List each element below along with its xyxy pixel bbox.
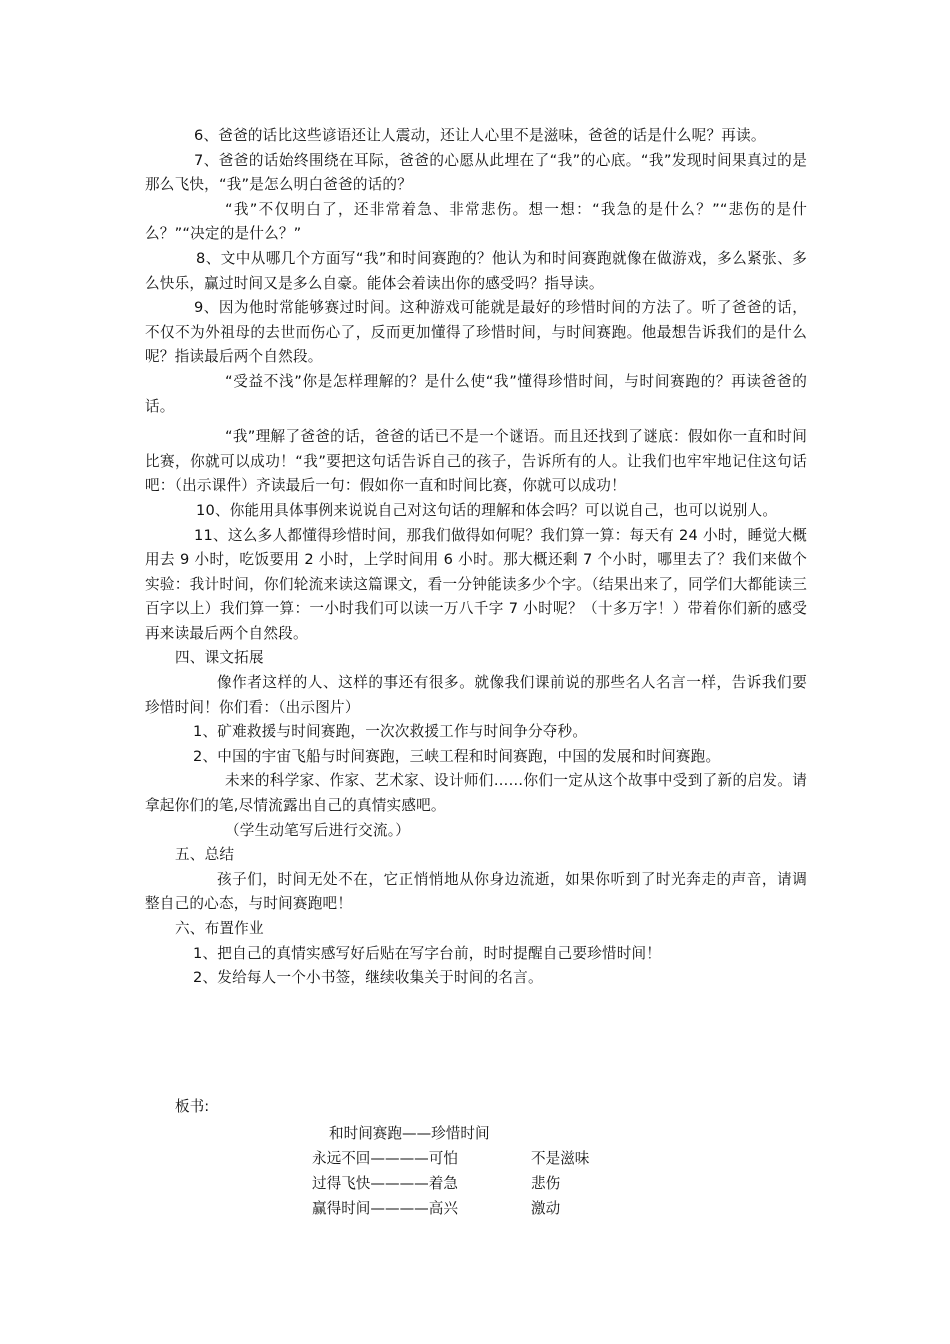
board-row-left: 过得飞快————着急 <box>312 1175 458 1192</box>
paragraph-10: 10、你能用具体事例来说说自己对这句话的理解和体会吗？可以说自己，也可以说别人。 <box>196 501 778 519</box>
lesson-text <box>145 124 807 991</box>
board-heading: 和时间赛跑——珍惜时间 <box>329 1125 490 1142</box>
homework-item-2: 2、发给每人一个小书签，继续收集关于时间的名言。 <box>193 969 543 987</box>
section-heading-extension: 四、课文拓展 <box>175 649 264 667</box>
paragraph-9: 9、因为他时常能够赛过时间。这种游戏可能就是最好的珍惜时间的方法了。听了爸爸的话，不仅不为外祖母的去世而伤心了，反而更加懂得了珍惜时间，与时间赛跑。他最想告诉我们的是什么呢？指读最后两个自然段。 <box>145 299 807 366</box>
board-row-left: 赢得时间————高兴 <box>312 1200 458 1217</box>
section-heading-summary: 五、总结 <box>175 846 235 864</box>
extension-item-1: 1、矿难救援与时间赛跑，一次次救援工作与时间争分夺秒。 <box>193 723 588 741</box>
extension-writing-prompt: 未来的科学家、作家、艺术家、设计师们……你们一定从这个故事中受到了新的启发。请拿起你们的笔,尽情流露出自己的真情实感吧。 <box>145 772 807 815</box>
paragraph-7: 7、爸爸的话始终围绕在耳际，爸爸的心愿从此埋在了“我”的心底。“我”发现时间果真过的是那么飞快，“我”是怎么明白爸爸的话的？ <box>145 151 807 194</box>
board-row <box>312 1147 632 1171</box>
homework-item-1: 1、把自己的真情实感写好后贴在写字台前，时时提醒自己要珍惜时间！ <box>193 944 662 962</box>
board-row-right: 激动 <box>531 1200 561 1217</box>
section-heading-homework: 六、布置作业 <box>175 920 264 937</box>
extension-writing-note: （学生动笔写后进行交流。） <box>225 821 411 839</box>
board-row <box>312 1197 632 1221</box>
extension-item-2: 2、中国的宇宙飞船与时间赛跑，三峡工程和时间赛跑，中国的发展和时间赛跑。 <box>193 747 721 765</box>
paragraph-7-followup: “我”不仅明白了，还非常着急、非常悲伤。想一想：“我急的是什么？”“悲伤的是什么？”“决定的是什么？” <box>145 200 807 243</box>
paragraph-11: 11、这么多人都懂得珍惜时间，那我们做得如何呢？我们算一算：每天有 24 小时，睡觉大概用去 9 小时，吃饭要用 2 小时，上学时间用 6 小时。那大概还剩 7 个小时，哪里去了？我们来做个实验：我计时间，你们轮流来读这篇课文，看一分钟能读多少个字。（结果出来了，同学们大都能读三百字以上）我们算一算：一小时我们可以读一万八千字 7 小时呢？（十多万字！）带着你们新的感受再来读最后两个自然段。 <box>145 526 807 642</box>
summary-text: 孩子们，时间无处不在，它正悄悄地从你身边流逝，如果你听到了时光奔走的声音，请调整自己的心态，与时间赛跑吧！ <box>145 870 807 913</box>
paragraph-8: 8、文中从哪几个方面写“我”和时间赛跑的？他认为和时间赛跑就像在做游戏，多么紧张、多么快乐，赢过时间又是多么自豪。能体会着读出你的感受吗？指导读。 <box>145 249 807 292</box>
board-row-left: 永远不回————可怕 <box>312 1150 458 1167</box>
extension-intro: 像作者这样的人、这样的事还有很多。就像我们课前说的那些名人名言一样，告诉我们要珍惜时间！你们看：（出示图片） <box>145 674 807 716</box>
paragraph-6: 6、爸爸的话比这些谚语还让人震动，还让人心里不是滋味，爸爸的话是什么呢？再读。 <box>194 127 766 144</box>
board-row-right: 不是滋味 <box>531 1150 590 1167</box>
paragraph-9-explanation: “我”理解了爸爸的话，爸爸的话已不是一个谜语。而且还找到了谜底：假如你一直和时间比赛，你就可以成功！“我”要把这句话告诉自己的孩子，告诉所有的人。让我们也牢牢地记住这句话吧：（出示课件）齐读最后一句：假如你一直和时间比赛，你就可以成功！ <box>145 428 807 495</box>
board-row <box>312 1172 632 1196</box>
board-title: 板书: <box>175 1098 210 1115</box>
paragraph-9-question: “受益不浅”你是怎样理解的？是什么使“我”懂得珍惜时间，与时间赛跑的？再读爸爸的话。 <box>145 372 807 415</box>
board-row-right: 悲伤 <box>531 1175 561 1192</box>
